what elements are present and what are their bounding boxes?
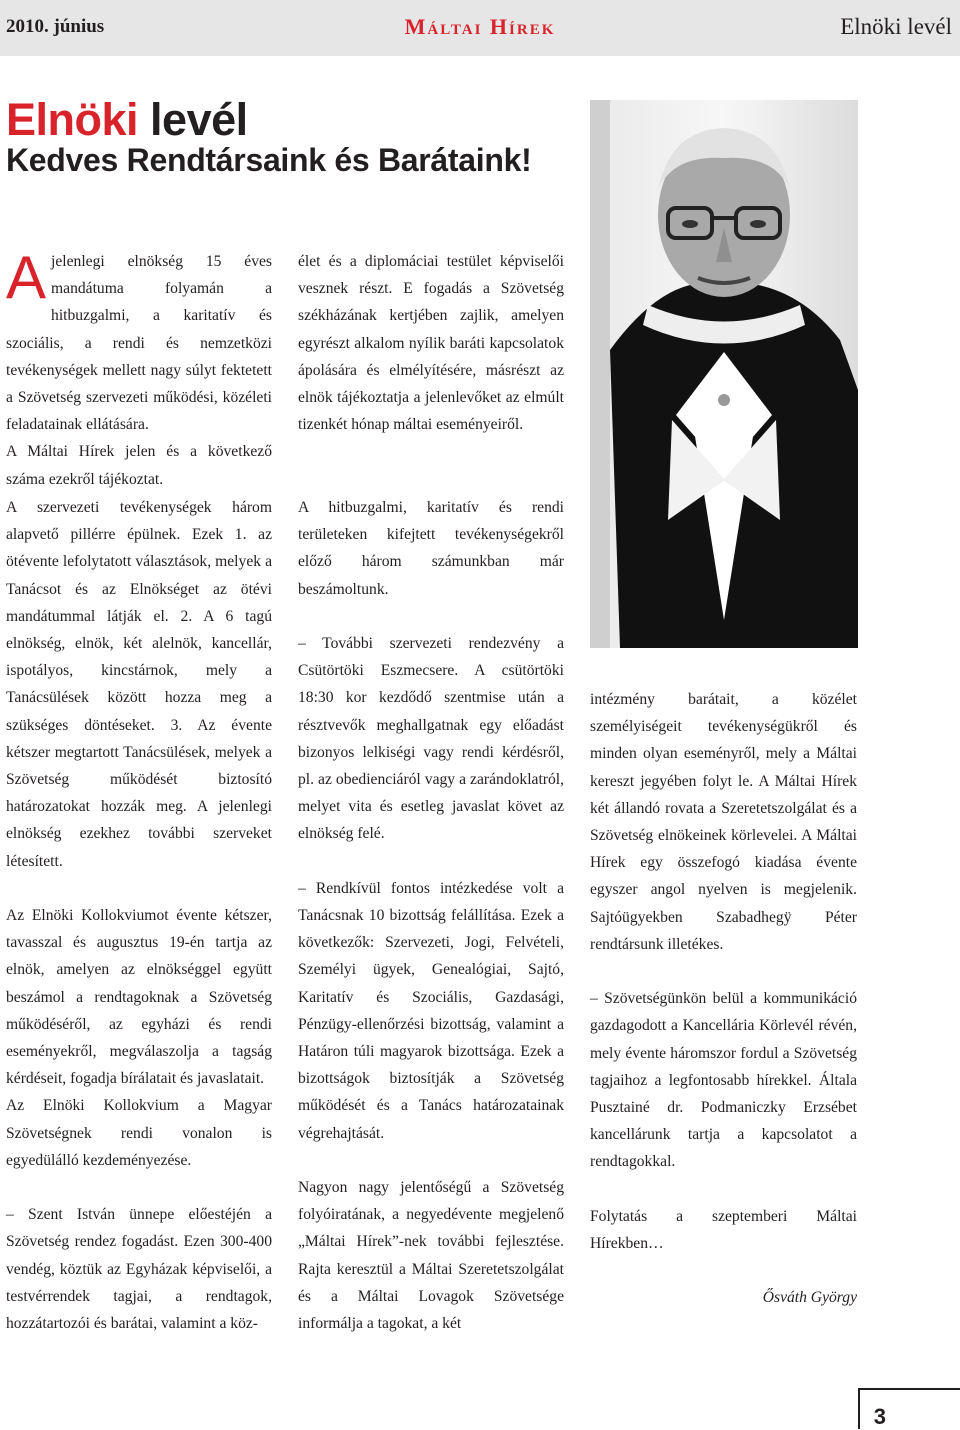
paragraph: – Szent István ünnepe előestéjén a Szövetség rendez fogadást. Ezen 300-400 vendég, köztük az Egyházak képviselői, a testvérrendek tagjai, a rendtagok, hozzátartozói és barátai, valamint a köz- <box>6 1206 272 1333</box>
section-name: Elnöki levél <box>840 14 952 39</box>
column-3 <box>590 686 857 1312</box>
page-subtitle: Kedves Rendtársaink és Barátaink! <box>6 142 532 178</box>
column-2 <box>298 494 564 1337</box>
drop-cap: A <box>6 244 47 311</box>
president-portrait <box>590 100 858 648</box>
page-number-box <box>858 1388 960 1429</box>
paragraph: – Szövetségünkön belül a kommunikáció gazdagodott a Kancellária Körlevél révén, mely évente háromszor fordul a Szövetség tagjaihoz a legfontosabb hírekkel. Általa Pusztainé dr. Podmaniczky Erzsébet kancellárunk tartja a kapcsolatot a rendtagokkal. <box>590 990 857 1171</box>
intro-paragraph-2: A Máltai Hírek jelen és a következő száma ezekről tájékoztat. <box>6 443 272 488</box>
column-2-top: élet és a diplomáciai testület képviselői vesznek részt. E fogadás a Szövetség székházának kertjében zajlik, amelyen egyrészt alkalom nyílik baráti kapcsolatok ápolására és elmélyítésére, másrészt az elnök tájékoztatja a jelenlevőket az elmúlt tizenkét hónap máltai eseményeiről. <box>298 253 564 434</box>
publication-name: Máltai Hírek <box>404 14 556 39</box>
page-title <box>6 96 248 144</box>
issue-date: 2010. június <box>6 16 105 37</box>
signature: Ősváth György <box>762 1289 857 1307</box>
paragraph: A hitbuzgalmi, karitatív és rendi területeken kifejtett tevékenységekről előző három számunkban már beszámoltunk. <box>298 499 564 598</box>
paragraph: Az Elnöki Kollokviumot évente kétszer, tavasszal és augusztus 19-én tartja az elnök, amelyen az elnökséggel együtt beszámol a rendtagoknak a Szövetség működéséről, az egyházi és rendi eseményekről, megválaszolja a tagság kérdéseit, fogadja bírálatait és javaslatait. <box>6 907 272 1088</box>
paragraph: – Rendkívül fontos intézkedése volt a Tanácsnak 10 bizottság felállítása. Ezek a következők: Szervezeti, Jogi, Felvételi, Személyi ügyek, Genealógiai, Sajtó, Karitatív és Szociális, Gazdasági, Pénzügy-ellenőrzési bizottság, valamint a Határon túli magyarok bizottsága. Ezek a bizottságok biztosítják a Szövetség működését és a Tanács határozatainak végrehajtását. <box>298 879 564 1142</box>
page-header <box>0 0 960 56</box>
intro-column <box>6 244 272 493</box>
paragraph: Folytatás a szeptemberi Máltai Hírekben… <box>590 1207 857 1253</box>
title-red: Elnöki <box>6 94 139 145</box>
title-rest: levél <box>138 94 248 145</box>
page-number: 3 <box>873 1404 886 1429</box>
paragraph: A szervezeti tevékenységek három alapvető pillérre épülnek. Ezek 1. az ötévente lefolytatott választások, melyek a Tanácsot és az Elnökséget az ötévi mandátummal látják el. 2. A 6 tagú elnökség, elnök, két alelnök, kancellár, ispotályos, kincstárnok, mely a Tanácsülések között hozza meg a szükséges döntéseket. 3. Az évente kétszer megtartott Tanácsülések, melyek a Szövetség működését biztosító határozatokat hozzák meg. A jelenlegi elnökség ezekhez további szerveket létesített. <box>6 499 272 870</box>
intro-paragraph: A jelenlegi elnökség 15 éves mandátuma folyamán a hitbuzgalmi, a karitatív és szociális, a rendi és nemzetközi tevékenységek mellett nagy súlyt fektetett a Szövetség szervezeti működési, közéleti feladatainak ellátására. <box>6 244 272 434</box>
paragraph: Az Elnöki Kollokvium a Magyar Szövetségnek rendi vonalon is egyedülálló kezdeményezése. <box>6 1097 272 1169</box>
paragraph: Nagyon nagy jelentőségű a Szövetség folyóiratának, a negyedévente megjelenő „Máltai Hírek”-nek további fejlesztése. Rajta keresztül a Máltai Szeretetszolgálat és a Máltai Lovagok Szövetsége informálja a tagokat, a két <box>298 1179 564 1333</box>
paragraph: – További szervezeti rendezvény a Csütörtöki Eszmecsere. A csütörtöki 18:30 kor kezdődő szentmise után a résztvevők meghallgatnak egy előadást bizonyos lelkiségi vagy rendi kérdésről, pl. az obedienciáról vagy a zarándoklatról, melyet vita és esetleg javaslat követ az elnökség felé. <box>298 635 564 843</box>
paragraph: intézmény barátait, a közélet személyiségeit tevékenységükről és minden olyan eseményről, mely a Máltai kereszt jegyében folyt le. A Máltai Hírek két állandó rovata a Szeretetszolgálat és a Szövetség elnökeinek körlevelei. A Máltai Hírek egy összefogó kiadása évente egyszer angol nyelven is megjelenik. Sajtóügyekben Szabadhegÿ Péter rendtársunk illetékes. <box>590 691 857 953</box>
column-1 <box>6 494 272 1337</box>
